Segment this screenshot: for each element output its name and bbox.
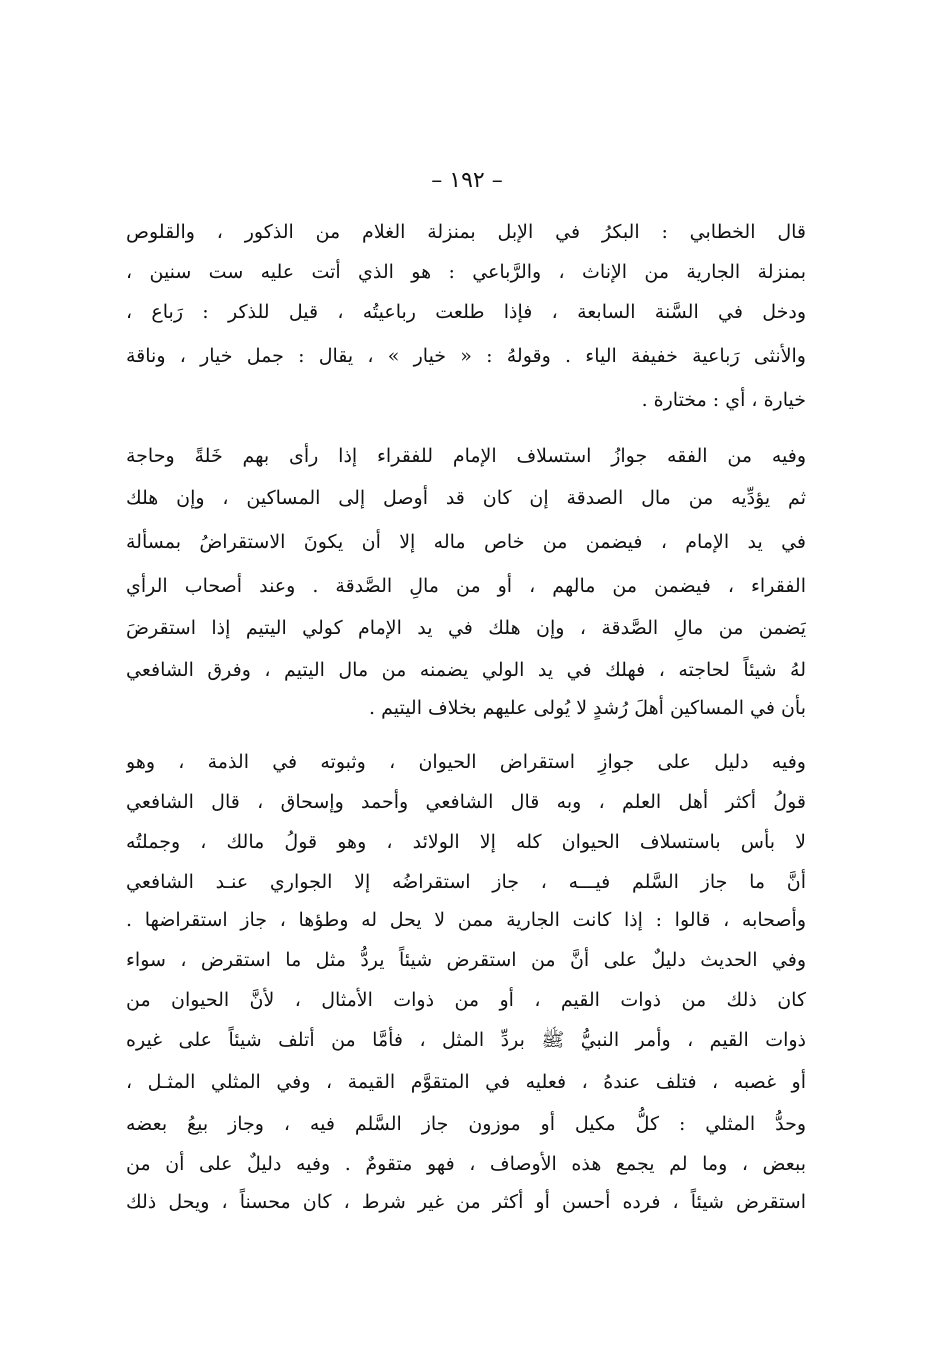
text-line: استقرض شيئاً ، فرده أحسن أو أكثر من غير شرط ، كان محسناً ، ويحل ذلك	[126, 1191, 806, 1213]
text-line: كان ذلك من ذوات القيم ، أو من ذوات الأمثال ، لأنَّ الحيوان من	[126, 989, 806, 1011]
text-line: بمنزلة الجارية من الإناث ، والرَّباعي : هو الذي أتت عليه ست سنين ،	[126, 261, 806, 283]
text-line: لهُ شيئاً لحاجته ، فهلك في يد الولي يضمنه من مال اليتيم ، وفرق الشافعي	[126, 659, 806, 681]
text-line: والأنثى رَباعية خفيفة الياء . وقولهُ : « خيار » ، يقال : جمل خيار ، وناقة	[126, 345, 806, 367]
text-line: قال الخطابي : البكرُ في الإبل بمنزلة الغلام من الذكور ، والقلوص	[126, 221, 806, 243]
text-line: وفيه من الفقه جوازُ استسلاف الإمام للفقراء إذا رأى بهم خَلةً وحاجة	[126, 445, 806, 467]
text-line: في يد الإمام ، فيضمن من خاص ماله إلا أن يكونَ الاستقراضُ بمسألة	[126, 531, 806, 553]
text-line: قولُ أكثر أهل العلم ، وبه قال الشافعي وأحمد وإسحاق ، قال الشافعي	[126, 791, 806, 813]
text-line: أنَّ ما جاز السَّلم فيـــه ، جاز استقراضُه إلا الجواري عنـد الشافعي	[126, 871, 806, 893]
text-line: ببعض ، وما لم يجمع هذه الأوصاف ، فهو متقومٌ . وفيه دليلٌ على أن من	[126, 1153, 806, 1175]
text-line: ودخل في السَّنة السابعة ، فإذا طلعت رباعيتُه ، قيل للذكر : رَباع ،	[126, 301, 806, 323]
text-line: أو غصبه ، فتلف عندهُ ، فعليه في المتقوَّم القيمة ، وفي المثلي المثـل ،	[126, 1071, 806, 1093]
text-line: ثم يؤدِّيه من مال الصدقة إن كان قد أوصل إلى المساكين ، وإن هلك	[126, 487, 806, 509]
text-line: بأن في المساكين أهلَ رُشدٍ لا يُولى عليهم بخلاف اليتيم .	[369, 697, 806, 719]
page-number: – ١٩٢ –	[431, 168, 503, 193]
text-line: خيارة ، أي : مختارة .	[641, 389, 806, 411]
text-line: وحدُّ المثلي : كلُّ مكيل أو موزون جاز السَّلم فيه ، وجاز بيعُ بعضه	[126, 1113, 806, 1135]
text-line: ذوات القيم ، وأمر النبيُّ ﷺ بردِّ المثل ، فأمَّا من أتلف شيئاً على غيره	[126, 1029, 806, 1051]
text-line: وفيه دليل على جوازِ استقراض الحيوان ، وثبوته في الذمة ، وهو	[126, 751, 806, 773]
text-line: يَضمن من مالِ الصَّدقة ، وإن هلك في يد الإمام كولي اليتيم إذا استقرضَ	[126, 617, 806, 639]
text-line: لا بأس باستسلاف الحيوان كله إلا الولائد ، وهو قولُ مالك ، وجملتُه	[126, 831, 806, 853]
text-line: وفي الحديث دليلٌ على أنَّ من استقرض شيئاً يردُّ مثل ما استقرض ، سواء	[126, 949, 806, 971]
text-line: الفقراء ، فيضمن من مالهم ، أو من مالِ الصَّدقة . وعند أصحاب الرأي	[126, 575, 806, 597]
text-line: وأصحابه ، قالوا : إذا كانت الجارية ممن لا يحل له وطؤها ، جاز استقراضها .	[126, 909, 806, 931]
